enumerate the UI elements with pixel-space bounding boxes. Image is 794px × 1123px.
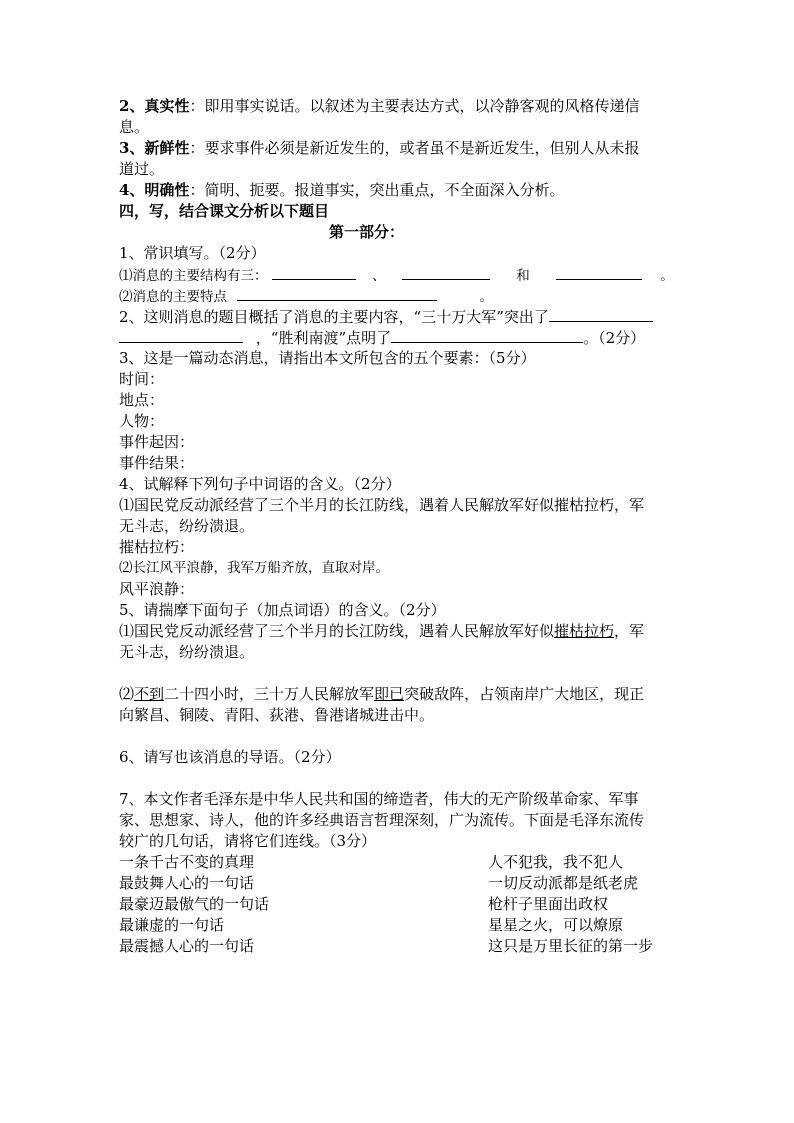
- q1-a-blank-3[interactable]: [556, 264, 642, 280]
- q7-left-item: 一条千古不变的真理: [119, 853, 255, 871]
- part-1-title: 第一部分：: [329, 223, 405, 241]
- q7-right-item: 星星之火，可以燎原: [488, 916, 624, 934]
- q1-a-sep-2: 和: [516, 268, 530, 284]
- q5-title: 5、请揣摩下面句子（加点词语）的含义。（2分）: [119, 601, 446, 619]
- feature-4-term: 4、明确性: [119, 181, 190, 199]
- q1-b-line: [119, 285, 493, 307]
- q1-a-line: [119, 264, 674, 286]
- q5-s2-marked-word-1: 不到: [134, 685, 165, 703]
- q5-sentence-1-cont: 无斗志，纷纷溃退。: [119, 643, 255, 661]
- feature-2-term: 2、真实性: [119, 97, 190, 115]
- q1-a-text: ⑴消息的主要结构有三：: [119, 268, 268, 284]
- q1-a-blank-1[interactable]: [272, 264, 356, 280]
- q3-item-place: 地点：: [119, 391, 165, 409]
- feature-2-text: ：即用事实说话。以叙述为主要表达方式，以冷静客观的风格传递信: [189, 97, 640, 115]
- q2-text-2: ，“胜利南渡”点明了: [255, 329, 392, 347]
- q6-title: 6、请写也该消息的导语。（2分）: [119, 748, 341, 766]
- q4-word-1: 摧枯拉朽：: [119, 538, 195, 556]
- q7-line-3: 较广的几句话，请将它们连线。（3分）: [119, 832, 377, 850]
- q5-s2-pre: ⑵: [119, 685, 135, 703]
- q7-left-item: 最鼓舞人心的一句话: [119, 874, 255, 892]
- feature-3-cont: 道过。: [119, 160, 165, 178]
- section-4-title: 四，写，结合课文分析以下题目: [119, 202, 330, 220]
- q3-item-people: 人物：: [119, 412, 165, 430]
- q4-sentence-1: ⑴国民党反动派经营了三个半月的长江防线，遇着人民解放军好似摧枯拉朽，军: [119, 496, 645, 514]
- q7-left-item: 最震撼人心的一句话: [119, 937, 255, 955]
- q4-title: 4、试解释下列句子中词语的含义。（2分）: [119, 475, 401, 493]
- q2-line-2: [119, 327, 645, 348]
- q7-left-item: 最豪迈最傲气的一句话: [119, 895, 270, 913]
- feature-4-text: ：简明、扼要。报道事实，突出重点，不全面深入分析。: [189, 181, 565, 199]
- q5-s1-pre: ⑴国民党反动派经营了三个半月的长江防线，遇着人民解放军好似: [119, 622, 555, 640]
- q5-s2-post: 突破敌阵，占领南岸广大地区，现正: [404, 685, 645, 703]
- feature-2-cont: 息。: [119, 118, 150, 136]
- q1-a-sep-1: 、: [372, 268, 386, 284]
- feature-3-line: [119, 138, 639, 158]
- q5-s1-post: ，军: [614, 622, 645, 640]
- q7-right-item: 枪杆子里面出政权: [488, 895, 609, 913]
- q7-right-item: 这只是万里长征的第一步: [488, 937, 654, 955]
- q7-right-item: 一切反动派都是纸老虎: [488, 874, 639, 892]
- q1-b-blank[interactable]: [237, 285, 437, 301]
- q7-right-item: 人不犯我，我不犯人: [488, 853, 624, 871]
- q7-line-2: 家、思想家、诗人，他的许多经典语言哲理深刻，广为流传。下面是毛泽东流传: [119, 811, 645, 829]
- q4-word-2: 风平浪静：: [119, 580, 195, 598]
- q1-a-end: 。: [660, 268, 674, 284]
- q3-item-time: 时间：: [119, 370, 165, 388]
- q3-item-result: 事件结果：: [119, 454, 195, 472]
- q2-blank-2[interactable]: [119, 327, 243, 343]
- feature-2-line: [119, 96, 639, 116]
- q3-item-cause: 事件起因：: [119, 433, 195, 451]
- q1-b-end: 。: [479, 289, 494, 305]
- q5-sentence-1: [119, 621, 644, 641]
- q2-line-1: [119, 306, 653, 327]
- q3-title: 3、这是一篇动态消息，请指出本文所包含的五个要素：（5分）: [119, 349, 536, 367]
- q5-s2-mid: 二十四小时，三十万人民解放军: [164, 685, 375, 703]
- q2-text-3: 。（2分）: [583, 329, 646, 347]
- q2-blank-1[interactable]: [549, 306, 653, 322]
- q1-b-text: ⑵消息的主要特点: [119, 289, 227, 305]
- q1-title: 1、常识填写。（2分）: [119, 244, 266, 262]
- q7-line-1: 7、本文作者毛泽东是中华人民共和国的缔造者，伟大的无产阶级革命家、军事: [119, 790, 639, 808]
- q4-sentence-1-cont: 无斗志，纷纷溃退。: [119, 517, 255, 535]
- q2-blank-3[interactable]: [391, 327, 583, 343]
- feature-3-term: 3、新鲜性: [119, 139, 190, 157]
- q5-s2-marked-word-2: 即已: [374, 685, 405, 703]
- feature-3-text: ：要求事件必须是新近发生的，或者虽不是新近发生，但别人从未报: [189, 139, 640, 157]
- q5-sentence-2: [119, 684, 644, 704]
- q2-text-1: 2、这则消息的题目概括了消息的主要内容，“三十万大军”突出了: [119, 308, 549, 326]
- feature-4-line: [119, 180, 564, 200]
- q1-a-blank-2[interactable]: [402, 264, 490, 280]
- q5-s1-marked-word: 摧枯拉朽: [554, 622, 615, 640]
- q5-sentence-2-cont: 向繁昌、铜陵、青阳、荻港、鲁港诸城进击中。: [119, 706, 435, 724]
- q4-sentence-2: ⑵长江风平浪静，我军万船齐放，直取对岸。: [119, 560, 389, 576]
- q7-left-item: 最谦虚的一句话: [119, 916, 225, 934]
